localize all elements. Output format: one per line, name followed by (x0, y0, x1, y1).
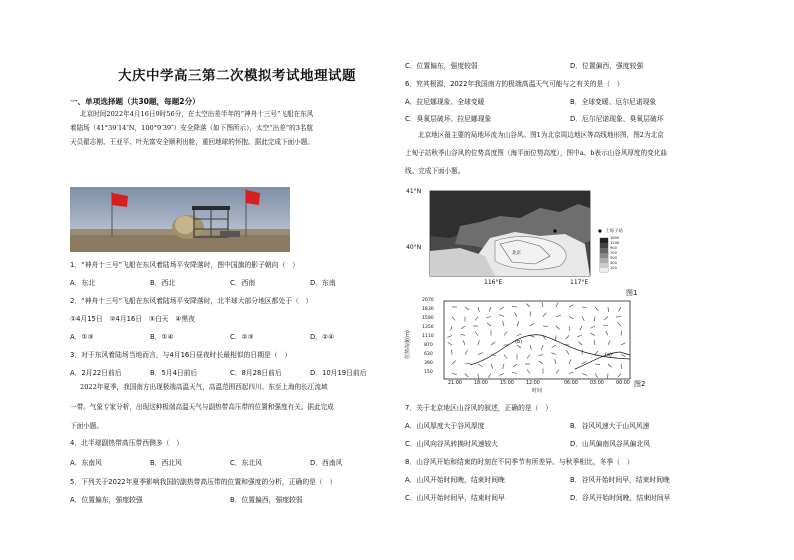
figure-2-wind-chart (400, 297, 650, 397)
wind-barb (448, 342, 452, 345)
ytick-2070: 2070 (422, 298, 434, 303)
wind-barb (538, 355, 543, 356)
wind-barb (504, 332, 507, 336)
q6-option-c[interactable]: C．臭氧层破坏、拉尼娜现象 (405, 115, 492, 123)
curve-a-label: (a) (605, 352, 612, 358)
q4-option-d[interactable]: D．西南风 (310, 459, 343, 467)
wind-barb (595, 307, 598, 311)
wind-barb (577, 336, 582, 337)
ytick-390: 390 (424, 361, 433, 366)
q1-option-d[interactable]: D．东南 (310, 279, 336, 287)
q6-option-a[interactable]: A．拉尼娜现象、全球变暖 (405, 98, 485, 106)
wind-barb (514, 312, 517, 316)
q6-option-d[interactable]: D．厄尔尼诺现象、臭氧层破坏 (570, 115, 664, 123)
q7-option-d[interactable]: D．山风偏南风谷风偏北风 (570, 440, 650, 448)
wind-barb (591, 333, 595, 335)
wind-barb (569, 326, 570, 331)
wind-barb (582, 374, 587, 376)
question-6-stem: 6．究其根源，2022年我国南方的极端高温天气可能与之有关的是（ ） (405, 80, 624, 88)
wind-barb (618, 307, 621, 311)
wind-barb (621, 331, 622, 336)
wind-barb (578, 342, 582, 345)
wind-barb (487, 323, 491, 326)
question-3-stem: 3．对于东风着陆场当地而言，与4月16日昼夜时长最相似的日期是（ ） (70, 351, 292, 359)
xtick-18: 18:00 (474, 381, 488, 386)
q2-option-d[interactable]: D．②④ (310, 333, 335, 341)
question-7-stem: 7．关于北京地区山谷风的叙述，正确的是（ ） (405, 404, 553, 412)
legend-1600: 1600 (610, 236, 620, 240)
wind-barb (552, 345, 556, 348)
q3-option-a[interactable]: A．2月22日前后 (70, 369, 122, 377)
wind-barb (616, 317, 621, 318)
wind-barb (594, 317, 595, 322)
wind-barb (517, 334, 522, 335)
wind-barb (603, 325, 608, 326)
q7-option-b[interactable]: B．谷风风速大于山风风速 (570, 422, 650, 430)
wind-barb (606, 331, 608, 335)
q5-option-a[interactable]: A．位置偏东，强度较强 (70, 496, 143, 504)
wind-barb (452, 374, 457, 375)
intro-line-3: 天员翟志刚、王亚平、叶光富安全顺利出舱，重回地球的怀抱。据此完成下面小题。 (70, 138, 314, 146)
wind-barb (478, 364, 482, 367)
question-4-stem: 4．北半球副热带高压带西侧多（ ） (70, 439, 184, 447)
wind-barb (591, 326, 595, 328)
wind-barb (582, 317, 584, 321)
q4-option-b[interactable]: B．西北风 (150, 459, 182, 467)
wind-barb (604, 317, 608, 320)
section-heading: 一、单项选择题（共30题，每题2分） (70, 97, 200, 106)
wind-barb (475, 317, 478, 321)
wind-barb (595, 351, 598, 355)
wind-barb (539, 361, 543, 364)
para2-line-2: 一带。气象专家分析，出现这种极端高温天气与副热带高压带的位置和强度有关。据此完成 (70, 403, 334, 411)
legend-500: 500 (610, 256, 617, 260)
wind-barb (582, 361, 586, 364)
wind-barb (499, 374, 504, 376)
q2-option-a[interactable]: A．①③ (70, 333, 94, 341)
q4-option-c[interactable]: C．东北风 (230, 459, 262, 467)
q8-option-d[interactable]: D．谷风开始时间晚，结束时间早 (570, 494, 671, 502)
wind-barb (608, 341, 610, 345)
wind-barb (465, 374, 468, 378)
ytick-870: 870 (424, 343, 433, 348)
wind-barb (465, 307, 469, 310)
intro-line-1: 北京时间2022年4月16日9时56分，在太空出差半年的“神舟十三号”飞船在东风 (80, 110, 314, 118)
wind-barb (512, 372, 517, 373)
para3-line-3: 线。完成下面小题。 (405, 167, 465, 175)
wind-barb (582, 307, 587, 308)
legend-1200: 1200 (610, 241, 620, 245)
wind-barb (543, 313, 546, 317)
wind-barb (594, 340, 595, 345)
wind-barb (551, 353, 556, 355)
wind-barb (451, 326, 452, 331)
city-label: 北京 (512, 251, 521, 256)
wind-barb (517, 345, 521, 348)
xtick-00: 00:00 (616, 381, 630, 386)
q3-option-b[interactable]: B．5月4日前后 (150, 369, 198, 377)
wind-barb (527, 355, 530, 359)
question-5-stem: 5．下列关于2022年夏季影响我国的副热带高压带的位置和强度的分析，正确的是（ ） (70, 478, 337, 486)
station-label: 上甸子站 (605, 229, 623, 234)
wind-barb (530, 336, 535, 338)
ytick-630: 630 (424, 352, 433, 357)
question-1-stem: 1．“神舟十三号”飞船在东风着陆场平安降落时，图中国旗的影子朝向（ ） (70, 261, 299, 269)
landing-photo (70, 187, 290, 252)
figure-1-caption: 图1 (626, 289, 638, 297)
question-8-stem: 8．山谷风开始和结束的时刻在不同季节有所差异。与秋季相比，冬季（ ） (405, 458, 634, 466)
curve-b-label: (b) (515, 339, 523, 345)
legend-300: 300 (610, 261, 617, 265)
figure-1-map (400, 186, 640, 296)
x-axis-label: 时间 (532, 388, 543, 394)
legend-900: 900 (610, 246, 617, 250)
wind-barb (566, 350, 569, 354)
wind-barb (491, 364, 493, 369)
q2-option-c[interactable]: C．②③ (230, 333, 254, 341)
ytick-1350: 1350 (422, 325, 434, 330)
wind-barb (504, 355, 507, 359)
wind-barb (569, 372, 574, 373)
wind-barb (452, 361, 456, 364)
wind-barb (503, 364, 504, 369)
wind-barb (556, 326, 560, 329)
q6-option-b[interactable]: B．全球变暖、厄尔尼诺现象 (570, 98, 657, 106)
para3-line-1: 北京地区最主要的局地环流为山谷风。图1为北京周边地区等高线地形图，图2为北京 (418, 131, 664, 139)
wind-barb (452, 317, 455, 321)
intro-line-2: 着陆场（41°39′14″N，100°9′39″）安全降落（如下图所示），太空“出差”的3名航 (70, 124, 314, 132)
q7-option-c[interactable]: C．山风向谷风转换时风速较大 (405, 440, 499, 448)
ytick-1590: 1590 (422, 316, 434, 321)
wind-barb (500, 307, 504, 310)
wind-barb (530, 323, 534, 326)
wind-barb (489, 307, 491, 312)
ytick-1830: 1830 (422, 307, 434, 312)
wind-barb (621, 364, 622, 369)
q2-items: ①4月15日 ②4月16日 ③白天 ④黑夜 (70, 315, 196, 323)
wind-barb (517, 321, 519, 326)
wind-barb (608, 307, 609, 312)
wind-barb (488, 374, 491, 378)
wind-barb (475, 332, 478, 336)
wind-barb (618, 322, 621, 326)
wind-barb (542, 302, 543, 307)
question-2-stem: 2．“神舟十三号”飞船在东风着陆场平安降落时，北半球大部分地区都处于（ ） (70, 297, 313, 305)
ytick-150: 150 (424, 370, 433, 375)
q7-option-a[interactable]: A．山风厚度大于谷风厚度 (405, 422, 485, 430)
xtick-03: 03:00 (590, 381, 604, 386)
wind-barb (478, 307, 479, 312)
q8-option-a[interactable]: A．山风开始时间晚，结束时间晚 (405, 476, 505, 484)
q8-option-b[interactable]: B．谷风开始时间早，结束时间晚 (570, 476, 670, 484)
q5-option-c[interactable]: C．位置偏东，强度较弱 (405, 62, 478, 70)
xtick-06: 06:00 (564, 381, 578, 386)
wind-barb (595, 374, 598, 378)
y-axis-label: 位势高度(m) (405, 330, 411, 359)
q4-option-a[interactable]: A．东南风 (70, 459, 102, 467)
wind-barb (491, 342, 495, 345)
wind-barb (556, 370, 559, 374)
wind-barb (618, 374, 621, 378)
q5-option-d[interactable]: D．位置偏西，强度较强 (570, 62, 644, 70)
para3-line-2: 上甸子站秋季山谷风的位势高度图（海平面位势高度），图中a、b表示山谷风厚度的变化曲 (405, 149, 668, 157)
wind-barb (463, 340, 465, 345)
ytick-1110: 1110 (422, 334, 434, 339)
wind-barb (478, 353, 483, 355)
xtick-12: 12:00 (526, 381, 540, 386)
lat-41: 41°N (406, 188, 422, 195)
wind-barb (569, 317, 573, 319)
q5-option-b[interactable]: B．位置偏西，强度较弱 (230, 496, 303, 504)
q2-option-b[interactable]: B．①④ (150, 333, 174, 341)
wind-barb (527, 370, 530, 374)
wind-barb (608, 364, 612, 367)
wind-barb (503, 321, 504, 326)
wind-barb (569, 305, 573, 307)
wind-barb (530, 345, 531, 350)
wind-barb (460, 334, 465, 335)
para2-line-3: 下面小题。 (70, 422, 103, 430)
xtick-21: 21:00 (448, 381, 462, 386)
q3-option-c[interactable]: C．8月28日前后 (230, 369, 282, 377)
q3-option-d[interactable]: D．10月19日前后 (310, 369, 367, 377)
lon-117: 117°E (570, 279, 589, 286)
wind-barb (555, 359, 556, 364)
figure-2-caption: 图2 (634, 380, 646, 388)
wind-barb (621, 355, 625, 357)
legend-100: 100 (610, 266, 617, 270)
legend-700: 700 (610, 251, 617, 255)
wind-barb (447, 336, 452, 338)
wind-barb (526, 304, 530, 307)
lon-116: 116°E (484, 279, 503, 286)
wind-barb (580, 326, 582, 330)
wind-barb (569, 359, 571, 364)
q1-option-c[interactable]: C．西南 (230, 279, 256, 287)
q1-option-a[interactable]: A．东北 (70, 279, 96, 287)
lat-40: 40°N (406, 244, 422, 251)
wind-barb (566, 336, 569, 340)
wind-barb (486, 317, 491, 318)
wind-barb (541, 345, 543, 350)
wind-barb (621, 343, 625, 345)
wind-barb (465, 350, 468, 354)
wind-barb (461, 326, 465, 329)
page-title: 大庆中学高三第二次模拟考试地理试题 (118, 68, 356, 84)
wind-barb (513, 364, 517, 367)
q8-option-c[interactable]: C．山风开始时间早，结束时间早 (405, 494, 505, 502)
wind-barb (478, 340, 479, 345)
q1-option-b[interactable]: B．西北 (150, 279, 176, 287)
wind-barb (556, 316, 561, 317)
para2-line-1: 2022年夏季，我国南方出现极端高温天气，高温范围西起四川、东至上海的长江流域 (80, 383, 328, 391)
wind-barb (499, 315, 504, 317)
xtick-15: 15:00 (500, 381, 514, 386)
wind-barb (556, 303, 558, 307)
